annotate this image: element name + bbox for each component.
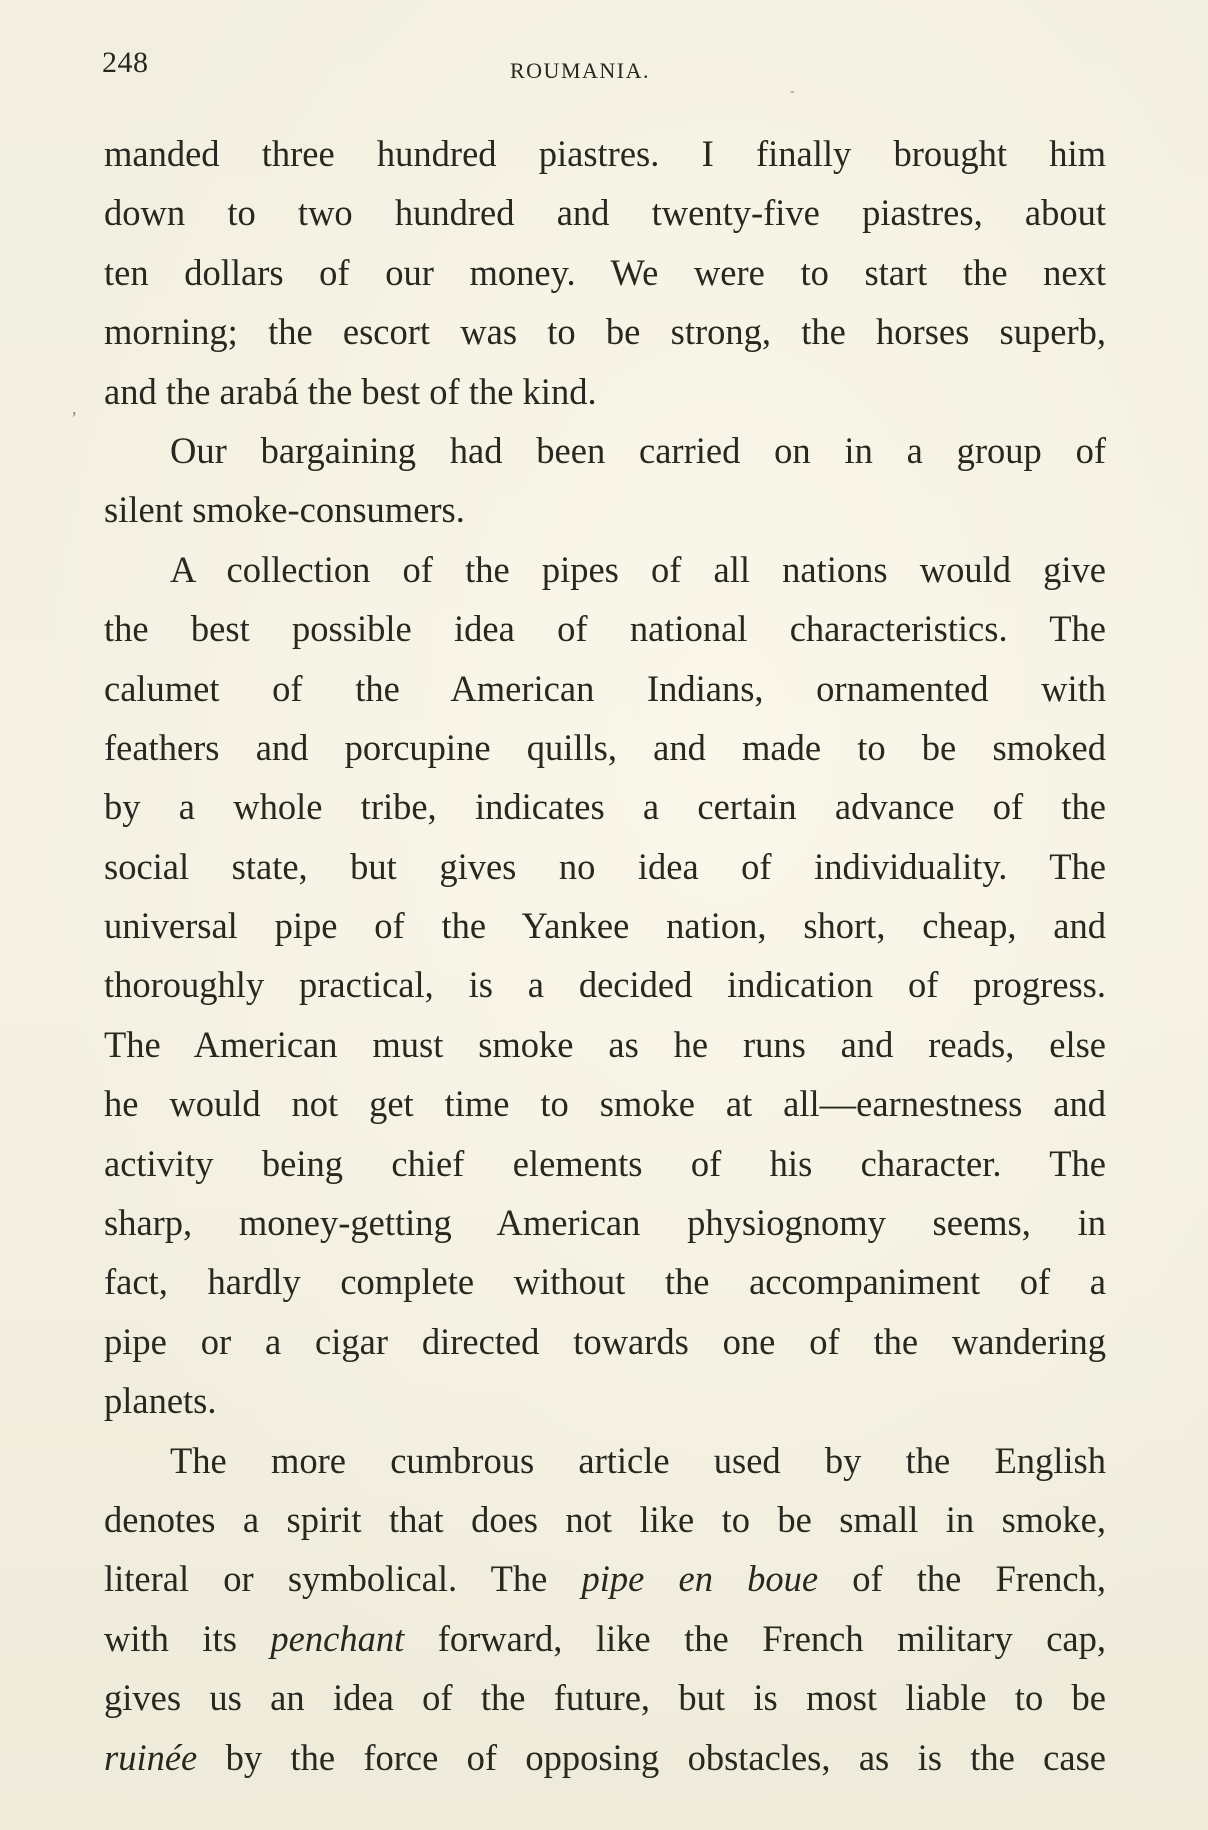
text-line: feathers and porcupine quills, and made to be smoked xyxy=(104,726,1106,768)
margin-speck: , xyxy=(72,398,77,418)
text-line: social state, but gives no idea of individuality. The xyxy=(104,845,1106,887)
text-line: pipe or a cigar directed towards one of the wandering xyxy=(104,1320,1106,1362)
text-line-with-italics xyxy=(104,1728,1106,1787)
text-line: ten dollars of our money. We were to start the next xyxy=(104,251,1106,293)
text-line: The American must smoke as he runs and reads, else xyxy=(104,1023,1106,1065)
page-header xyxy=(102,46,1102,90)
paragraph-start-line: A collection of the pipes of all nations would give xyxy=(170,548,1106,590)
roman-text: by the force of opposing obstacles, as is the case xyxy=(197,1736,1106,1778)
text-line: gives us an idea of the future, but is most liable to be xyxy=(104,1677,1106,1719)
italic-phrase: penchant xyxy=(270,1617,405,1659)
text-line: calumet of the American Indians, ornamented with xyxy=(104,667,1106,709)
text-line: silent smoke-consumers. xyxy=(104,489,465,531)
body-text xyxy=(104,124,1106,1787)
text-line: morning; the escort was to be strong, the horses superb, xyxy=(104,311,1106,353)
text-line: universal pipe of the Yankee nation, short, cheap, and xyxy=(104,905,1106,947)
text-line: fact, hardly complete without the accompaniment of a xyxy=(104,1261,1106,1303)
italic-phrase: ruinée xyxy=(104,1736,198,1778)
text-line: planets. xyxy=(104,1380,217,1422)
text-line-with-italics xyxy=(104,1609,1106,1668)
text-line-with-italics xyxy=(104,1549,1106,1608)
roman-text: literal or symbolical. The xyxy=(104,1558,582,1600)
paragraph-start-line: The more cumbrous article used by the English xyxy=(170,1439,1106,1481)
roman-text: of the French, xyxy=(818,1558,1106,1600)
italic-phrase: pipe en boue xyxy=(581,1558,819,1600)
paragraph-start-line: Our bargaining had been carried on in a group of xyxy=(170,429,1106,471)
text-line: and the arabá the best of the kind. xyxy=(104,370,597,412)
text-line: the best possible idea of national characteristics. The xyxy=(104,608,1106,650)
ink-speck: - xyxy=(790,84,795,99)
text-line: by a whole tribe, indicates a certain advance of the xyxy=(104,786,1106,828)
page-number: 248 xyxy=(102,46,149,79)
text-line: down to two hundred and twenty-five piastres, about xyxy=(104,192,1106,234)
roman-text: with its xyxy=(104,1617,271,1659)
text-line: thoroughly practical, is a decided indication of progress. xyxy=(104,964,1106,1006)
running-head: ROUMANIA. xyxy=(510,58,650,83)
text-line: he would not get time to smoke at all—earnestness and xyxy=(104,1083,1106,1125)
roman-text: forward, like the French military cap, xyxy=(404,1617,1106,1659)
text-line: denotes a spirit that does not like to be small in smoke, xyxy=(104,1498,1106,1540)
text-line: sharp, money-getting American physiognomy seems, in xyxy=(104,1202,1106,1244)
text-line: manded three hundred piastres. I finally brought him xyxy=(104,133,1106,174)
text-line: activity being chief elements of his character. The xyxy=(104,1142,1106,1184)
